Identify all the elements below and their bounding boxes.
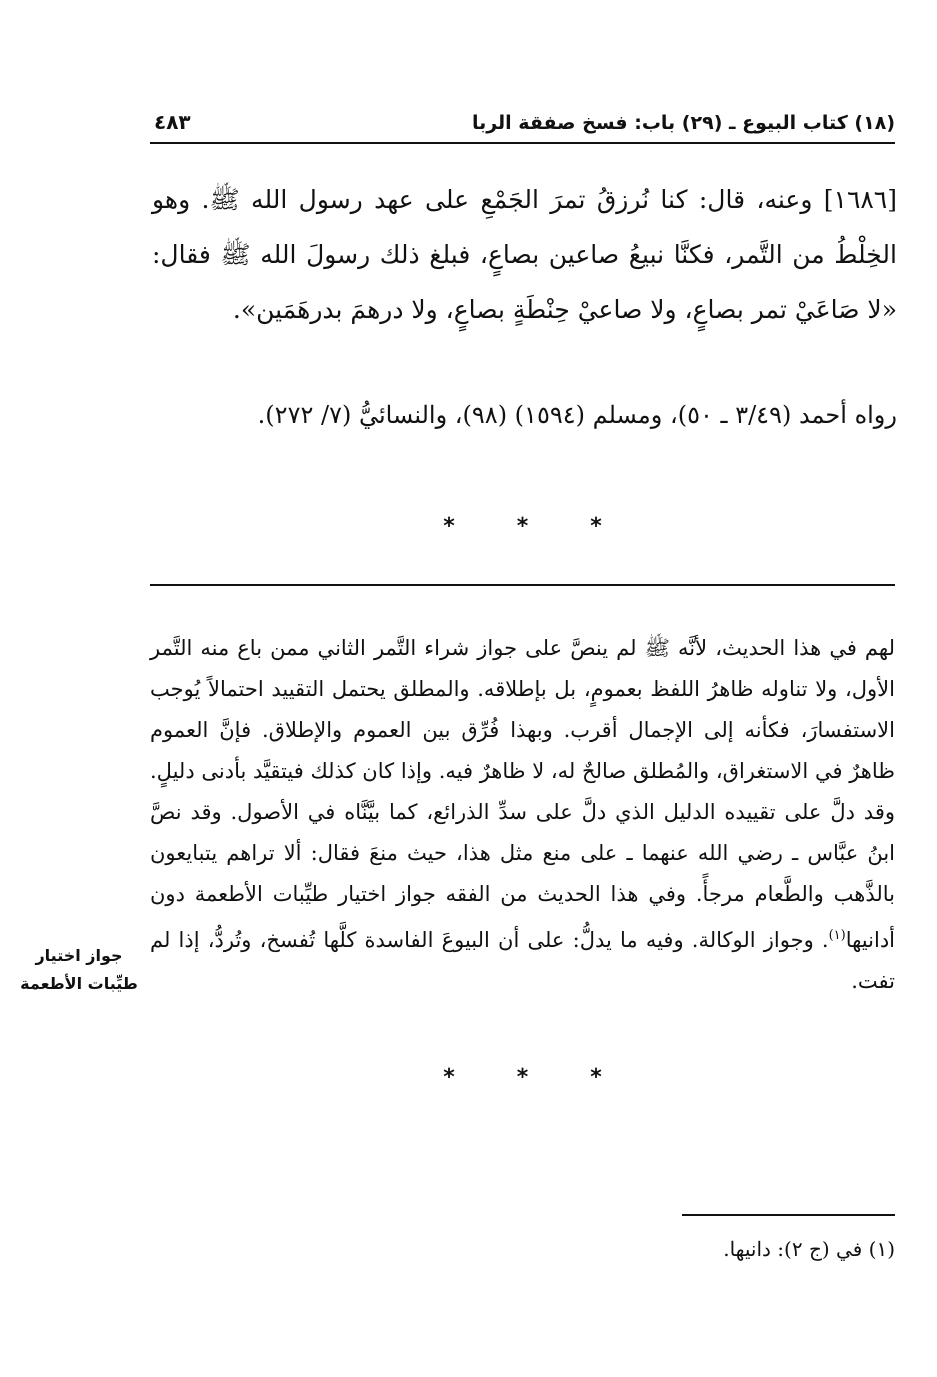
margin-note-line2: طيِّبات الأطعمة xyxy=(20,974,138,993)
footnote-rule xyxy=(682,1214,895,1216)
separator-star: * xyxy=(443,1065,455,1090)
section-separator-top xyxy=(150,514,895,539)
commentary-main: لهم في هذا الحديث، لأنَّه ﷺ لم ينصَّ على جواز شراء التَّمر الثاني ممن باع منه التَّمر الأول، ولا تناوله ظاهرُ اللفظ بعمومٍ، بل بإطلاقه. والمطلق يحتمل التقييد احتمالاً يُوجب الاستفسارَ، فكأنه إلى الإجمال أقرب. وبهذا فُرِّق بين العموم والإطلاق. فإنَّ العموم ظاهرٌ في الاستغراق، والمُطلق صالحٌ له، لا ظاهرٌ فيه. وإذا كان كذلك فيتقيَّد بأدنى دليلٍ. وقد دلَّ على تقييده الدليل الذي دلَّ على سدِّ الذرائع، كما بيَّنَّاه في الأصول. وقد نصَّ ابنُ عبَّاس ـ رضي الله عنهما ـ على منع مثل هذا، حيث منعَ فقال: ألا تراهم يتبايعون بالذَّهب والطَّعام مرجأً. وفي هذا الحديث من الفقه جواز اختيار طيِّبات الأطعمة دون أدانيها xyxy=(150,636,895,952)
hadith-takhrij: رواه أحمد (٣/٤٩ ـ ٥٠)، ومسلم (١٥٩٤) (٩٨)، والنسائيُّ (٧/ ٢٧٢). xyxy=(257,401,897,429)
separator-star: * xyxy=(590,1065,602,1090)
separator-star: * xyxy=(516,1065,529,1090)
footnote-marker[interactable]: (١) xyxy=(828,928,846,943)
footnote: (١) في (ج ٢): دانيها. xyxy=(723,1237,895,1261)
section-separator-bottom xyxy=(150,1065,895,1090)
text-commentary-divider xyxy=(150,584,895,586)
separator-star: * xyxy=(516,514,529,539)
margin-note-line1: جواز اختيار xyxy=(35,946,123,965)
separator-star: * xyxy=(590,514,602,539)
hadith-text: [١٦٨٦] وعنه، قال: كنا نُرزقُ تمرَ الجَمْعِ على عهد رسول الله ﷺ. وهو الخِلْطُ من التَّمر، فكنَّا نبيعُ صاعين بصاعٍ، فبلغ ذلك رسولَ الله ﷺ فقال: «لا صَاعَيْ تمر بصاعٍ، ولا صاعيْ حِنْطَةٍ بصاعٍ، ولا درهمَ بدرهَمَين». xyxy=(152,185,897,324)
page-header xyxy=(150,108,895,144)
commentary-continuation: . وجواز الوكالة. وفيه ما يدلُّ: على أن البيوعَ الفاسدة كلَّها تُفسخ، وتُردُّ، إذا لم تفت. xyxy=(150,928,895,993)
margin-note xyxy=(14,942,144,998)
page-number: ٤٨٣ xyxy=(154,110,191,134)
running-head: (١٨) كتاب البيوع ـ (٢٩) باب: فسخ صفقة الربا xyxy=(471,112,895,134)
separator-star: * xyxy=(443,514,455,539)
commentary-text xyxy=(150,628,895,1002)
